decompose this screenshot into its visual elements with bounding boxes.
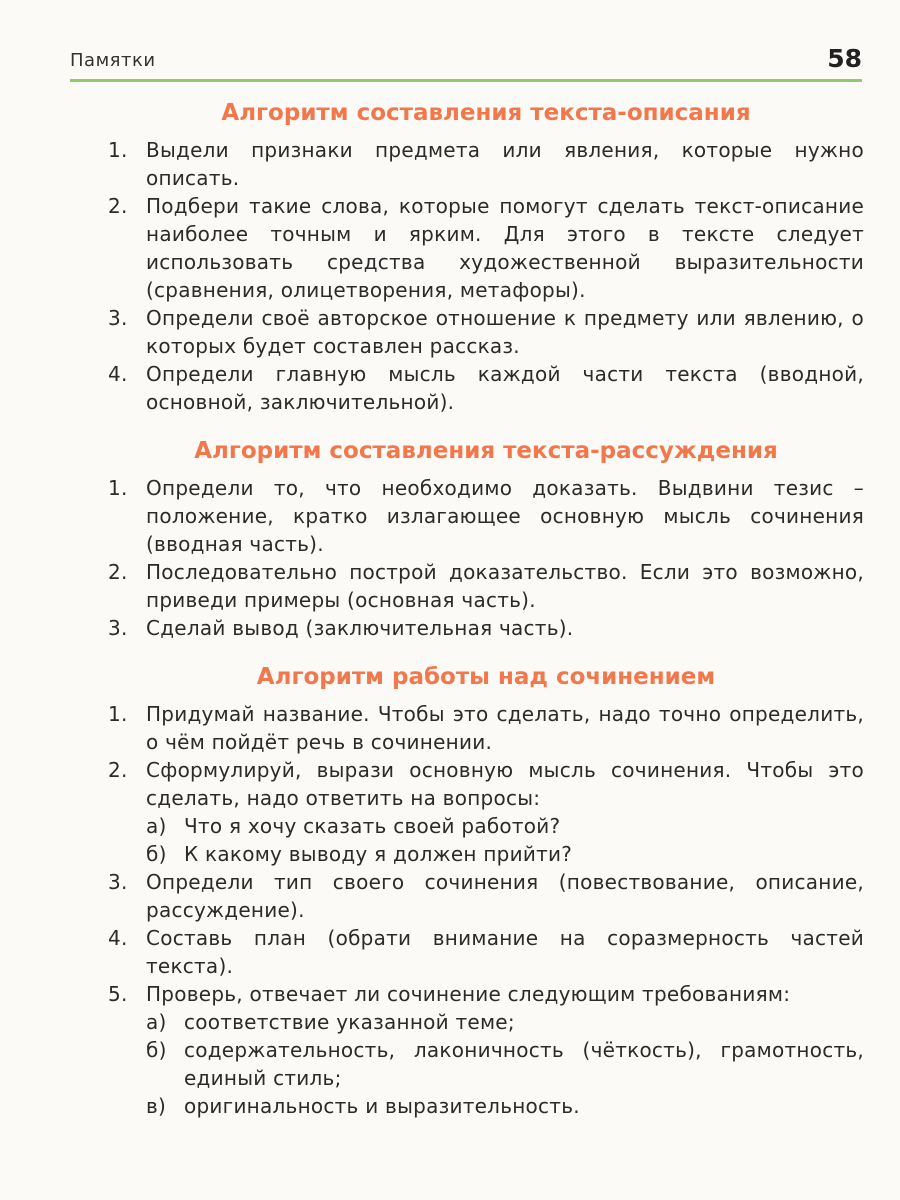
item-text: Подбери такие слова, которые помогут сделать текст-описание наиболее точным и ярким. Для этого в тексте следует использовать средства художественной выразительности (сравнения, олицетворения, метафоры). [146, 194, 864, 302]
item-number: 3. [108, 306, 128, 330]
section-title-reasoning: Алгоритм составления текста-рассуждения [194, 438, 778, 464]
algorithm-list-essay [108, 700, 864, 1120]
item-number: 1. [108, 476, 128, 500]
list-item [108, 304, 864, 360]
sub-item-letter: а) [146, 814, 167, 838]
item-text: Определи главную мысль каждой части текста (вводной, основной, заключительной). [146, 362, 864, 414]
item-number: 3. [108, 870, 128, 894]
list-item [108, 868, 864, 924]
section-title-description: Алгоритм составления текста-описания [221, 100, 751, 126]
item-text: Проверь, отвечает ли сочинение следующим требованиям: [146, 982, 791, 1006]
list-item [108, 614, 864, 642]
list-item [108, 136, 864, 192]
item-number: 4. [108, 362, 128, 386]
sub-item-letter: б) [146, 1038, 167, 1062]
item-text: Определи то, что необходимо доказать. Выдвини тезис – положение, кратко излагающее основную мысль сочинения (вводная часть). [146, 476, 864, 556]
list-item [108, 474, 864, 558]
list-item [108, 558, 864, 614]
list-item [108, 924, 864, 980]
sub-item-letter: в) [146, 1094, 167, 1118]
item-text: Определи своё авторское отношение к предмету или явлению, о которых будет составлен рассказ. [146, 306, 864, 358]
list-item [108, 192, 864, 304]
sub-item-text: содержательность, лаконичность (чёткость), грамотность, единый стиль; [184, 1038, 864, 1090]
item-text: Выдели признаки предмета или явления, которые нужно описать. [146, 138, 864, 190]
item-number: 2. [108, 758, 128, 782]
item-text: Составь план (обрати внимание на соразмерность частей текста). [146, 926, 864, 978]
algorithm-list-reasoning [108, 474, 864, 642]
sub-item-text: соответствие указанной теме; [184, 1010, 515, 1034]
item-number: 2. [108, 194, 128, 218]
sub-item [146, 1092, 864, 1120]
list-item [108, 756, 864, 868]
item-number: 1. [108, 702, 128, 726]
sub-item [146, 1008, 864, 1036]
item-number: 3. [108, 616, 128, 640]
page-content [108, 96, 864, 1120]
sub-item-letter: а) [146, 1010, 167, 1034]
sub-item-letter: б) [146, 842, 167, 866]
item-text: Сформулируй, вырази основную мысль сочинения. Чтобы это сделать, надо ответить на вопросы: [146, 758, 864, 810]
sub-item-text: оригинальность и выразительность. [184, 1094, 580, 1118]
item-text: Придумай название. Чтобы это сделать, надо точно определить, о чём пойдёт речь в сочинении. [146, 702, 864, 754]
list-item [108, 700, 864, 756]
list-item [108, 980, 864, 1120]
sub-item [146, 812, 864, 840]
algorithm-list-description [108, 136, 864, 416]
sub-item [146, 840, 864, 868]
sub-item-text: Что я хочу сказать своей работой? [184, 814, 561, 838]
item-number: 4. [108, 926, 128, 950]
header-title: Памятки [70, 50, 156, 71]
item-text: Сделай вывод (заключительная часть). [146, 616, 574, 640]
item-number: 2. [108, 560, 128, 584]
list-item [108, 360, 864, 416]
page-number: 58 [827, 44, 862, 73]
item-number: 5. [108, 982, 128, 1006]
page-header [70, 44, 862, 80]
sub-item-text: К какому выводу я должен прийти? [184, 842, 573, 866]
header-divider [70, 79, 862, 82]
item-text: Определи тип своего сочинения (повествование, описание, рассуждение). [146, 870, 864, 922]
item-number: 1. [108, 138, 128, 162]
sub-item [146, 1036, 864, 1092]
item-text: Последовательно построй доказательство. Если это возможно, приведи примеры (основная часть). [146, 560, 864, 612]
section-title-essay: Алгоритм работы над сочинением [256, 664, 716, 690]
